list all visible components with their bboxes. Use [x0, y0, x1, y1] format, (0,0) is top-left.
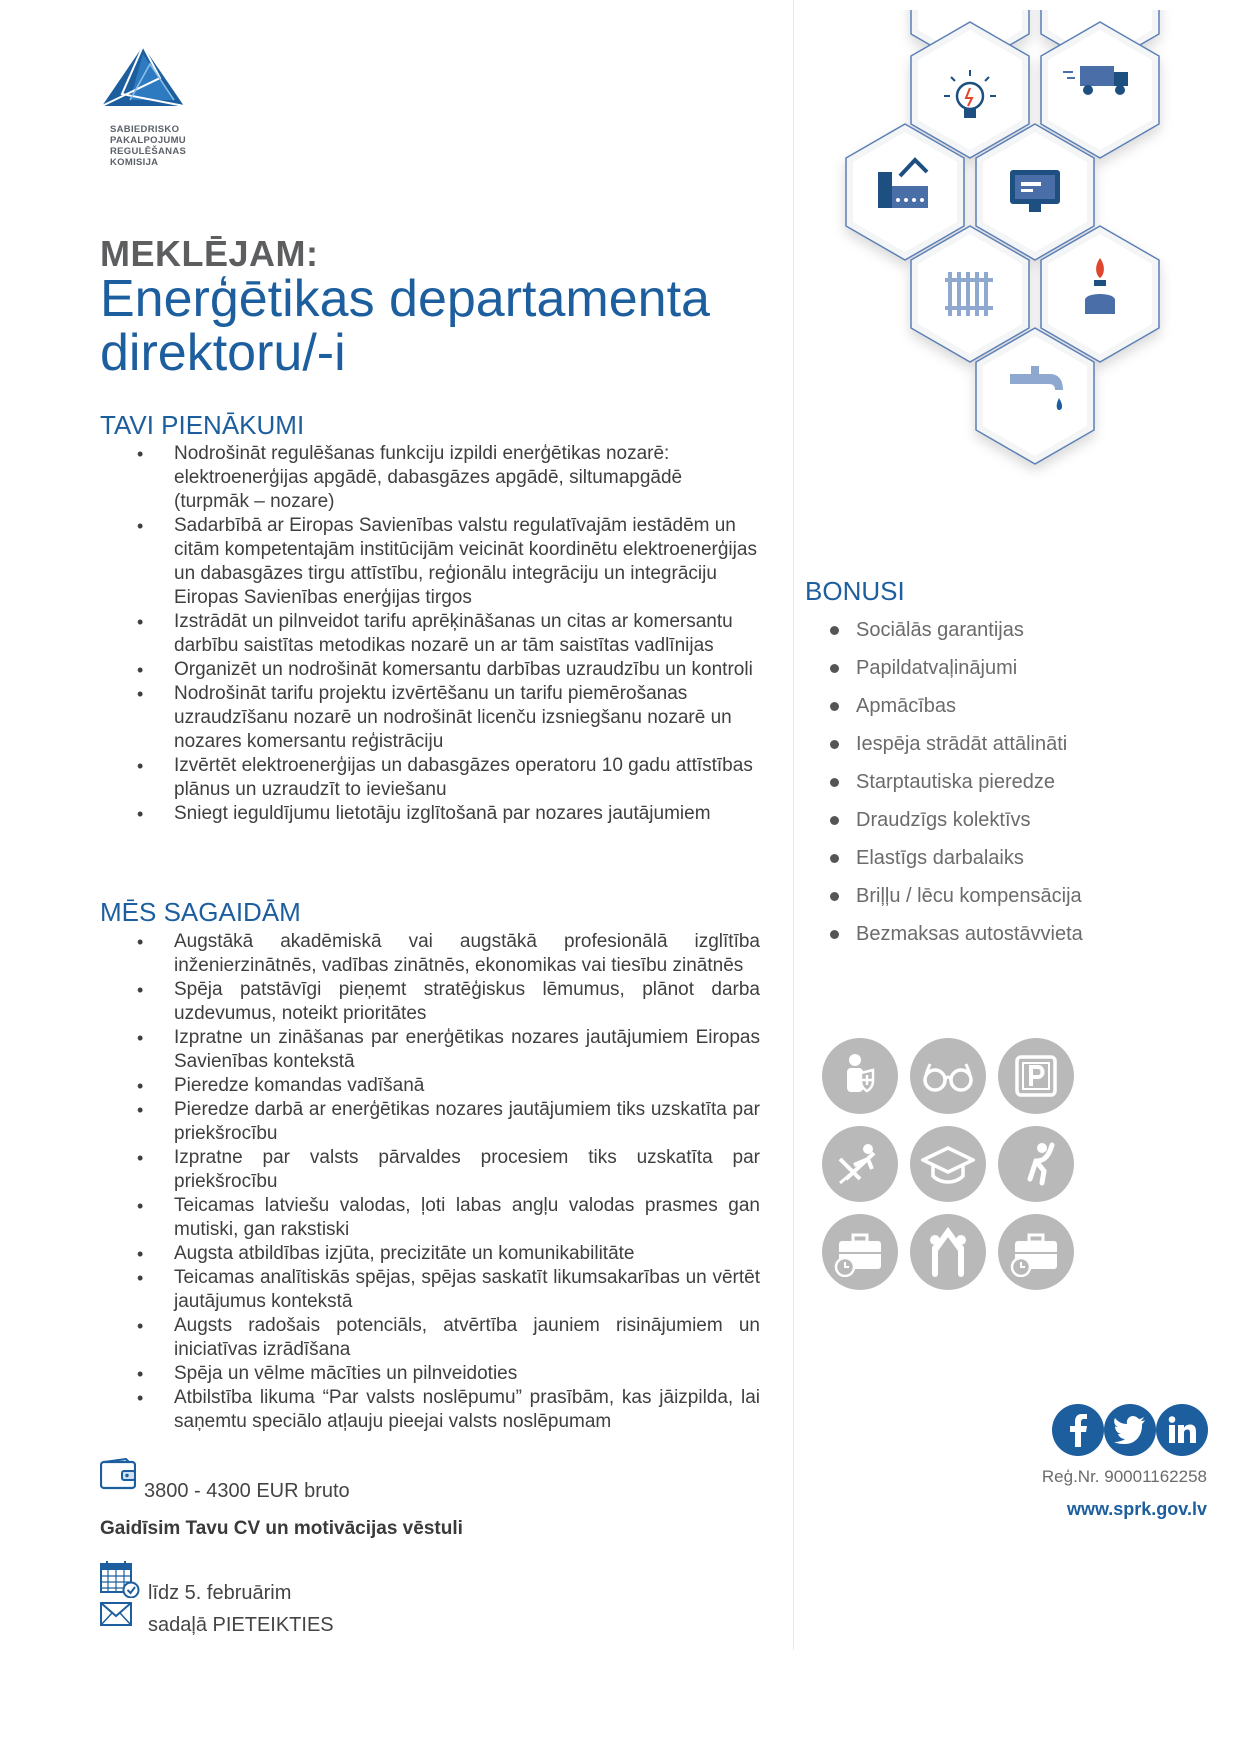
list-item: • Teicamas latviešu valodas, ļoti labas angļu valodas prasmes gan mutiski, gan rakstiski — [100, 1194, 760, 1242]
logo-text: SABIEDRISKO PAKALPOJUMU REGULĒŠANAS KOMISIJA — [110, 124, 187, 168]
list-item: Starptautiska pieredze — [808, 768, 1138, 806]
list-item: Iespēja strādāt attālināti — [808, 730, 1138, 768]
graduation-cap-icon — [910, 1126, 986, 1202]
list-item: • Sadarbībā ar Eiropas Savienības valstu regulatīvajām iestādēm un citām kompetentajām institūcijām veicināt koordinētu elektroenerģijas un dabasgāzes tirgu attīstību, reģionālu integrāciju un integrāciju Eiropas Savienības enerģijas tirgos — [100, 514, 760, 610]
list-item: • Izvērtēt elektroenerģijas un dabasgāzes operatoru 10 gadu attīstības plānus un uzraudzīt to ieviešanu — [100, 754, 760, 802]
list-item: • Izstrādāt un pilnveidot tarifu aprēķināšanas un citas ar komersantu darbību saistītas metodikas nozarē un ar tām saistītas vadlīnijas — [100, 610, 760, 658]
list-item: Draudzīgs kolektīvs — [808, 806, 1138, 844]
exercise-icon — [998, 1126, 1074, 1202]
list-item: Sociālās garantijas — [808, 616, 1138, 654]
team-high-five-icon — [910, 1214, 986, 1290]
list-item: • Nodrošināt tarifu projektu izvērtēšanu un tarifu piemērošanas uzraudzīšanu nozarē un nodrošināt licenču izsniegšanu nozarē un nozares komersantu reģistrāciju — [100, 682, 760, 754]
cv-note: Gaidīsim Tavu CV un motivācijas vēstuli — [100, 1518, 463, 1539]
twitter-icon[interactable] — [1104, 1404, 1156, 1456]
bonuses-list — [808, 616, 1138, 958]
website-link[interactable]: www.sprk.gov.lv — [1066, 1499, 1207, 1519]
duties-title: TAVI PIENĀKUMI — [100, 410, 305, 440]
list-item: • Teicamas analītiskās spējas, spējas saskatīt likumsakarības un vērtēt jautājumus kontekstā — [100, 1266, 760, 1314]
list-item: • Augsts radošais potenciāls, atvērtība jauniem risinājumiem un iniciatīvas izrādīšana — [100, 1314, 760, 1362]
requirements-list — [100, 930, 760, 1434]
list-item: • Organizēt un nodrošināt komersantu darbības uzraudzību un kontroli — [100, 658, 760, 682]
calendar-icon — [100, 1560, 140, 1603]
list-item: • Atbilstība likuma “Par valsts noslēpumu” prasībām, kas jāizpilda, lai saņemtu speciālo atļauju pieejai valsts noslēpumam — [100, 1386, 760, 1434]
glasses-icon — [910, 1038, 986, 1114]
health-insurance-icon — [822, 1038, 898, 1114]
column-divider — [793, 0, 794, 1650]
list-item: • Pieredze komandas vadīšanā — [100, 1074, 760, 1098]
parking-icon — [998, 1038, 1074, 1114]
facebook-icon[interactable] — [1052, 1404, 1104, 1456]
position-title: Enerģētikas departamenta direktoru/-i — [100, 270, 710, 382]
deadline-text: līdz 5. februārim — [148, 1582, 292, 1604]
list-item: • Sniegt ieguldījumu lietotāju izglītošanā par nozares jautājumiem — [100, 802, 760, 826]
registration-number: Reģ.Nr. 90001162258 — [1041, 1467, 1207, 1486]
list-item: Elastīgs darbalaiks — [808, 844, 1138, 882]
list-item: Briļļu / lēcu kompensācija — [808, 882, 1138, 920]
industry-hexagons — [815, 10, 1225, 510]
salary-text: 3800 - 4300 EUR bruto — [144, 1480, 350, 1502]
bonuses-title: BONUSI — [805, 576, 905, 606]
wallet-icon — [100, 1458, 136, 1495]
list-item: Papildatvaļinājumi — [808, 654, 1138, 692]
briefcase-clock-icon — [998, 1214, 1074, 1290]
envelope-icon — [100, 1602, 132, 1631]
linkedin-icon[interactable] — [1156, 1404, 1208, 1456]
requirements-title: MĒS SAGAIDĀM — [100, 897, 301, 927]
logo — [100, 44, 200, 115]
list-item: • Izpratne par valsts pārvaldes procesiem tiks uzskatīta par priekšrocību — [100, 1146, 760, 1194]
list-item: Bezmaksas autostāvvieta — [808, 920, 1138, 958]
duties-list — [100, 442, 760, 826]
list-item: • Augstākā akadēmiskā vai augstākā profesionālā izglītība inženierzinātnēs, vadības zinātnēs, ekonomikas vai tiesību zinātnēs — [100, 930, 760, 978]
briefcase-clock-icon — [822, 1214, 898, 1290]
apply-text: sadaļā PIETEIKTIES — [148, 1614, 334, 1636]
relaxing-chair-icon — [822, 1126, 898, 1202]
list-item: • Izpratne un zināšanas par enerģētikas nozares jautājumiem Eiropas Savienības kontekstā — [100, 1026, 760, 1074]
list-item: • Spēja un vēlme mācīties un pilnveidoties — [100, 1362, 760, 1386]
list-item: • Augsta atbildības izjūta, precizitāte un komunikabilitāte — [100, 1242, 760, 1266]
list-item: • Nodrošināt regulēšanas funkciju izpildi enerģētikas nozarē: elektroenerģijas apgādē, dabasgāzes apgādē, siltumapgādē (turpmāk – nozare) — [100, 442, 760, 514]
list-item: • Spēja patstāvīgi pieņemt stratēģiskus lēmumus, plānot darba uzdevumus, noteikt prioritātes — [100, 978, 760, 1026]
list-item: • Pieredze darbā ar enerģētikas nozares jautājumiem tiks uzskatīta par priekšrocību — [100, 1098, 760, 1146]
kicker-heading: MEKLĒJAM: — [100, 233, 319, 274]
list-item: Apmācības — [808, 692, 1138, 730]
